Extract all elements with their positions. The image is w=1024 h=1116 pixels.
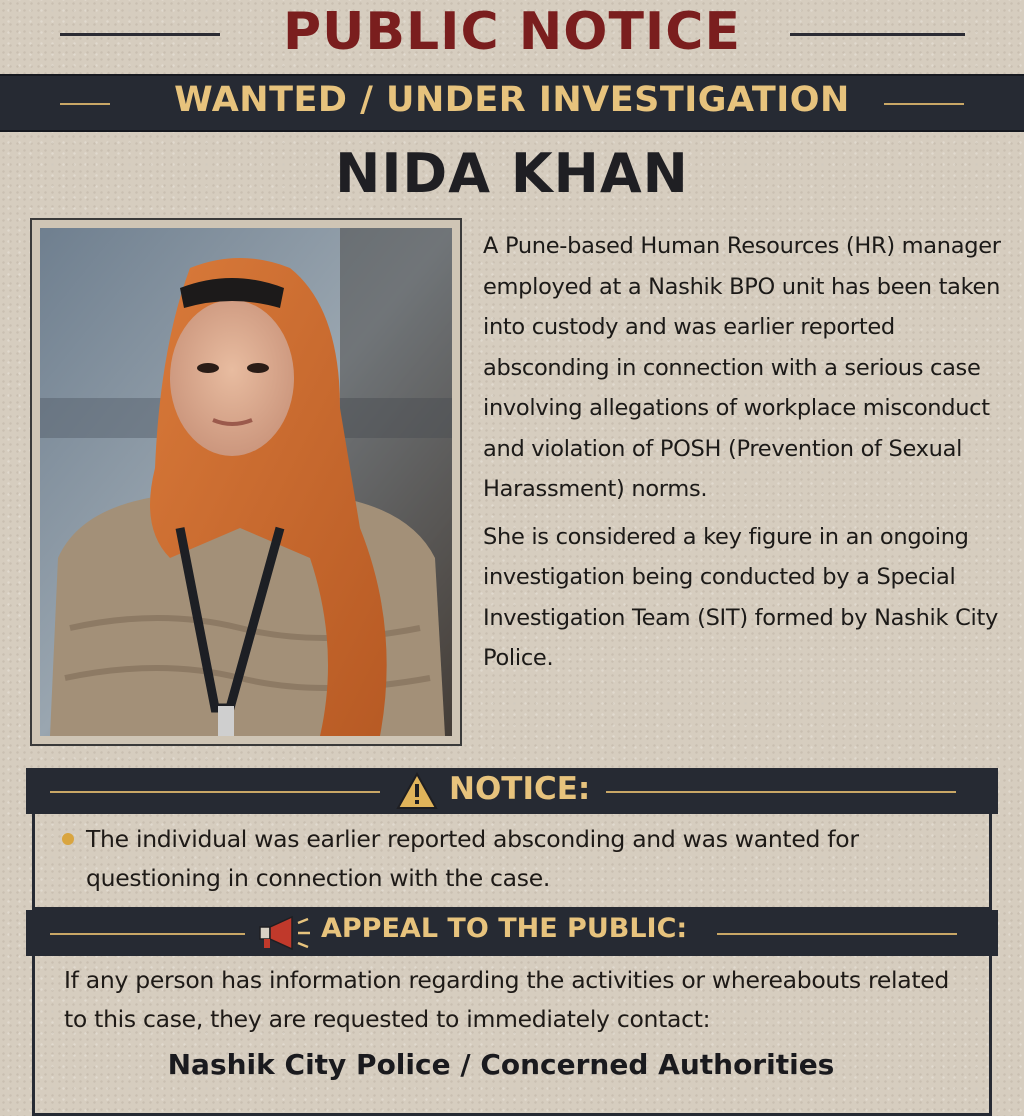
megaphone-icon <box>258 915 318 951</box>
page-title: PUBLIC NOTICE <box>283 2 741 62</box>
notice-rule-right <box>606 791 956 793</box>
contact-authority: Nashik City Police / Concerned Authorities <box>167 1048 835 1081</box>
subject-photo-frame <box>30 218 462 746</box>
appeal-heading: APPEAL TO THE PUBLIC: <box>321 913 688 944</box>
notice-rule-left <box>50 791 380 793</box>
appeal-text: If any person has information regarding the activities or whereabouts related to this case, they are requested to immediately contact: <box>64 966 950 1033</box>
subject-photo <box>40 228 452 736</box>
status-heading: WANTED / UNDER INVESTIGATION <box>174 80 850 120</box>
description-paragraph-1: A Pune-based Human Resources (HR) manager employed at a Nashik BPO unit has been taken into custody and was earlier reported absconding in connection with a serious case involving allegations of workplace misconduct and violation of POSH (Prevention of Sexual Harassment) norms. <box>483 233 1001 502</box>
appeal-rule-right <box>717 933 957 935</box>
subject-name: NIDA KHAN <box>335 142 689 205</box>
notice-text: The individual was earlier reported absconding and was wanted for questioning in connection with the case. <box>86 825 859 892</box>
bullet-icon <box>62 833 74 845</box>
description-paragraph-2: She is considered a key figure in an ongoing investigation being conducted by a Special Investigation Team (SIT) formed by Nashik City Police. <box>483 523 998 671</box>
notice-heading: NOTICE: <box>449 771 591 807</box>
case-description <box>483 226 1003 686</box>
appeal-rule-left <box>50 933 245 935</box>
warning-icon <box>396 772 438 810</box>
